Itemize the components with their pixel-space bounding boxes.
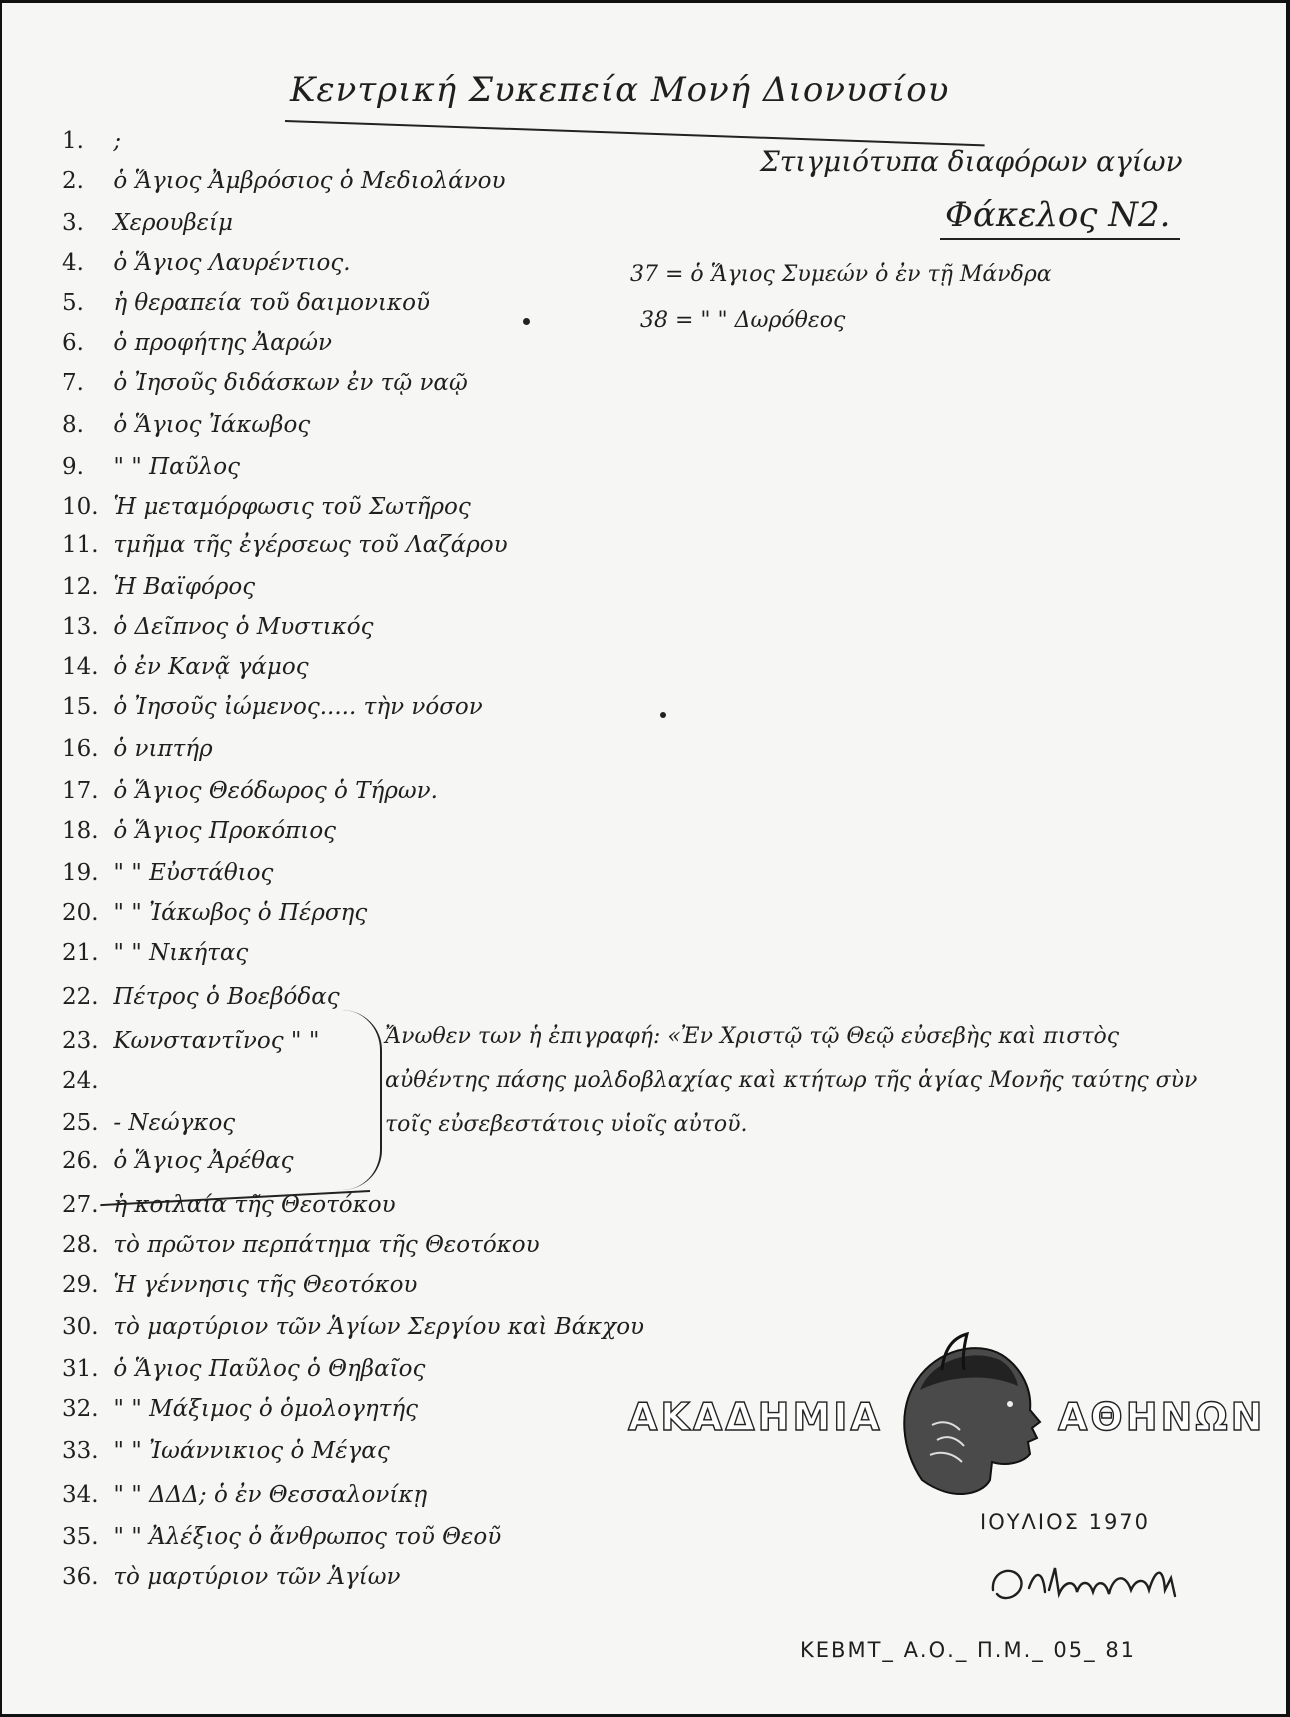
list-item-text: " " Ἰάκωβος ὁ Πέρσης [113, 900, 368, 926]
list-item-number: 29. [62, 1272, 99, 1298]
grouping-brace [340, 1010, 382, 1190]
list-item-text: ὁ Ἅγιος Ἰάκωβος [113, 412, 311, 438]
list-item-text: " " Ἰωάννικιος ὁ Μέγας [113, 1438, 390, 1464]
list-item [62, 900, 367, 926]
list-item-number: 26. [62, 1148, 99, 1174]
list-item-number: 17. [62, 778, 99, 804]
list-item-number: 14. [62, 654, 99, 680]
list-item [62, 984, 340, 1010]
list-item [62, 1028, 319, 1054]
list-item-text: " " Μάξιμος ὁ ὁμολογητής [113, 1396, 418, 1422]
stamp-word-left: ΑΚΑΔΗΜΙΑ [628, 1395, 883, 1439]
list-item-number: 5. [62, 290, 84, 316]
list-item [62, 370, 468, 396]
list-item [62, 778, 438, 804]
list-item-text: ὁ Δεῖπνος ὁ Μυστικός [113, 614, 374, 640]
list-item-text: Ἡ γέννησις τῆς Θεοτόκου [113, 1272, 418, 1298]
page-subtitle: Στιγμιότυπα διαφόρων αγίων [760, 145, 1183, 178]
list-item-number: 34. [62, 1482, 99, 1508]
list-item-text: τμῆμα τῆς ἐγέρσεως τοῦ Λαζάρου [113, 532, 508, 558]
list-item [62, 1314, 644, 1340]
list-item-number: 22. [62, 984, 99, 1010]
list-item-text: ὁ Ἅγιος Λαυρέντιος. [113, 250, 351, 276]
list-item [62, 290, 430, 316]
list-item-number: 19. [62, 860, 99, 886]
ink-dot [660, 712, 666, 718]
list-item-text: ὁ Ἅγιος Θεόδωρος ὁ Τήρων. [113, 778, 438, 804]
scan-border-top [0, 0, 1290, 3]
list-item [62, 1482, 427, 1508]
list-item-text: " " Παῦλος [113, 454, 240, 480]
list-item-text: Κωνσταντῖνος " " [113, 1028, 320, 1054]
list-item [62, 940, 248, 966]
list-item-text: " " Ἀλέξιος ὁ ἄνθρωπος τοῦ Θεοῦ [113, 1524, 502, 1550]
list-item [62, 860, 273, 886]
side-note-37: 37 = ὁ Ἅγιος Συμεών ὁ ἐν τῇ Μάνδρα [630, 262, 1052, 287]
list-item-number: 12. [62, 574, 99, 600]
folder-label: Φάκελος Ν2. [945, 195, 1171, 235]
list-item [62, 574, 255, 600]
list-item-number: 3. [62, 210, 84, 236]
list-item [62, 412, 310, 438]
list-item-number: 4. [62, 250, 84, 276]
list-item [62, 1148, 294, 1174]
list-item-number: 6. [62, 330, 84, 356]
list-item-text: " " ΔΔΔ; ὁ ἐν Θεσσαλονίκῃ [113, 1482, 428, 1508]
list-item-number: 28. [62, 1232, 99, 1258]
scan-border-right [1286, 0, 1290, 1717]
stamp-word-right: ΑΘΗΝΩΝ [1058, 1395, 1266, 1439]
list-item-text: ὁ προφήτης Ἀαρών [113, 330, 332, 356]
list-item [62, 210, 233, 236]
list-item-number: 11. [62, 532, 99, 558]
list-item-number: 32. [62, 1396, 99, 1422]
list-item-text: ὁ ἐν Κανᾷ γάμος [113, 654, 309, 680]
list-item-text: Ἡ μεταμόρφωσις τοῦ Σωτῆρος [113, 494, 471, 520]
list-item [62, 1564, 400, 1590]
list-item-text: ὁ Ἅγιος Ἀμβρόσιος ὁ Μεδιολάνου [113, 168, 506, 194]
list-item [62, 614, 374, 640]
title-underline [285, 120, 985, 146]
list-item-number: 25. [62, 1110, 99, 1136]
list-item [62, 694, 483, 720]
list-item-number: 10. [62, 494, 99, 520]
list-item [62, 494, 471, 520]
list-item [62, 1110, 235, 1136]
list-item-text: Πέτρος ὁ Βοεβόδας [113, 984, 340, 1010]
list-item-text: - Νεώγκος [113, 1110, 236, 1136]
ink-dot [523, 318, 530, 325]
signature-mark [985, 1550, 1185, 1620]
list-item-text: τὸ μαρτύριον τῶν Ἁγίων Σεργίου καὶ Βάκχου [113, 1314, 645, 1340]
list-item [62, 1356, 425, 1382]
list-item-text: ὁ Ἅγιος Προκόπιος [113, 818, 337, 844]
list-item-number: 7. [62, 370, 84, 396]
list-item-text: " " Νικήτας [113, 940, 249, 966]
list-item [62, 1438, 390, 1464]
list-item-number: 23. [62, 1028, 99, 1054]
list-item [62, 1396, 418, 1422]
list-item-text: ἡ κοιλαία τῆς Θεοτόκου [113, 1192, 396, 1218]
list-item [62, 168, 506, 194]
list-item-number: 31. [62, 1356, 99, 1382]
list-item [62, 1232, 540, 1258]
list-item-text: ὁ νιπτήρ [113, 736, 213, 762]
list-item [62, 250, 351, 276]
inscription-note: Ἄνωθεν των ἡ ἐπιγραφή: «Ἐν Χριστῷ τῷ Θεῷ εὐσεβὴς καὶ πιστὸς αὐθέντης πάσης μολδοβλαχίας καὶ κτήτωρ τῆς ἁγίας Μονῆς ταύτης σὺν τοῖς εὐσεβεστάτοις υἱοῖς αὐτοῦ. [385, 1024, 1198, 1137]
list-item-text: ; [113, 128, 122, 154]
list-item-number: 2. [62, 168, 84, 194]
list-item [62, 532, 508, 558]
list-item [62, 818, 336, 844]
scan-border-left [0, 0, 2, 1717]
list-item [62, 128, 121, 154]
list-item-number: 21. [62, 940, 99, 966]
list-item-number: 36. [62, 1564, 99, 1590]
list-item-number: 20. [62, 900, 99, 926]
list-item [62, 654, 309, 680]
list-item-number: 9. [62, 454, 84, 480]
list-item [62, 1524, 501, 1550]
list-item-text: ὁ Ἅγιος Παῦλος ὁ Θηβαῖος [113, 1356, 426, 1382]
list-item-text: ὁ Ἰησοῦς διδάσκων ἐν τῷ ναῷ [113, 370, 468, 396]
list-item-number: 1. [62, 128, 84, 154]
list-item-number: 18. [62, 818, 99, 844]
academy-stamp [620, 1330, 1270, 1510]
page-title: Κεντρική Συκεπεία Μονή Διονυσίου [290, 70, 950, 110]
list-item-text: Χερουβείμ [113, 210, 233, 236]
list-item [62, 330, 332, 356]
list-item-text: τὸ πρῶτον περπάτημα τῆς Θεοτόκου [113, 1232, 540, 1258]
list-item-text: ὁ Ἅγιος Ἀρέθας [113, 1148, 294, 1174]
list-item-text: Ἡ Βαϊφόρος [113, 574, 256, 600]
list-item-number: 35. [62, 1524, 99, 1550]
list-item-number: 30. [62, 1314, 99, 1340]
athena-head-icon [882, 1330, 1047, 1508]
stamp-date: ΙΟΥΛΙΟΣ 1970 [980, 1510, 1151, 1534]
list-item-number: 24. [62, 1068, 99, 1094]
list-item-text: ἡ θεραπεία τοῦ δαιμονικοῦ [113, 290, 430, 316]
list-item [62, 1068, 106, 1094]
list-item [62, 454, 240, 480]
list-item-text: ὁ Ἰησοῦς ἰώμενος..... τὴν νόσον [113, 694, 483, 720]
list-item [62, 1272, 417, 1298]
folder-underline [940, 238, 1180, 240]
list-item-number: 8. [62, 412, 84, 438]
list-item-text: " " Εὐστάθιος [113, 860, 274, 886]
list-item [62, 736, 213, 762]
list-item-number: 27. [62, 1192, 99, 1218]
archive-reference: ΚΕΒΜΤ_ Α.Ο._ Π.Μ._ 05_ 81 [800, 1638, 1137, 1662]
list-item-number: 13. [62, 614, 99, 640]
list-item-number: 16. [62, 736, 99, 762]
list-item-number: 15. [62, 694, 99, 720]
list-item-number: 33. [62, 1438, 99, 1464]
side-note-38: 38 = " " Δωρόθεος [640, 308, 846, 333]
list-item-text: τὸ μαρτύριον τῶν Ἁγίων [113, 1564, 401, 1590]
